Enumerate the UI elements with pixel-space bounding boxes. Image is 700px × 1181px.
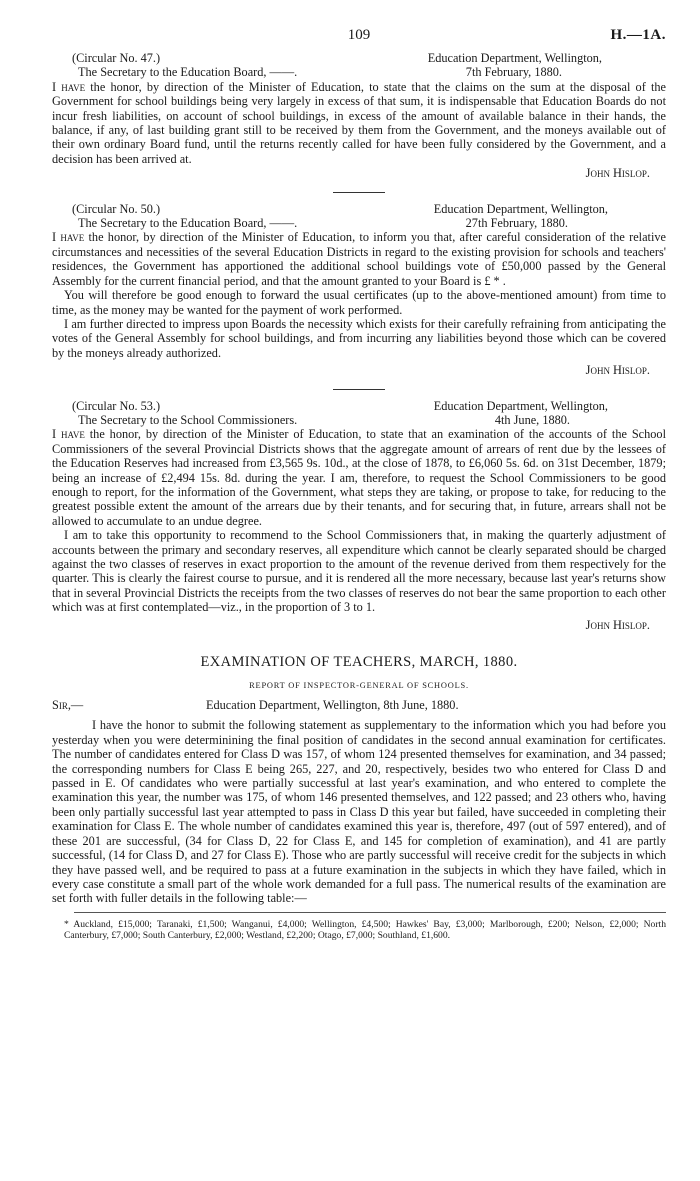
- page-number: 109: [347, 27, 371, 43]
- circular-number: (Circular No. 53.): [72, 398, 161, 413]
- circular-addressee: The Secretary to the Education Board, ——.: [78, 216, 298, 231]
- circular-addressee: The Secretary to the Education Board, ——.: [78, 65, 298, 80]
- circular-53: [52, 399, 666, 633]
- circular-paragraph: You will therefore be good enough to forward the usual certificates (up to the above-mentioned amount) from time to time, as the money may be wanted for the payment of work performed.: [52, 288, 666, 317]
- footnote-divider: [74, 912, 666, 913]
- signature: John Hislop.: [585, 363, 650, 378]
- body-text: the honor, by direction of the Minister of Education, to state that the claims on the sum at the disposal of the Government for school buildings being very largely in excess of that sum, it is indispensable that Education Boards do not incur fresh liabilities, on account of school buildings, in excess of the amount of available balance in their hands, the balance, if any, of last building grant still to be received by them from the Government, and the moneys available out of their own ordinary Board fund, until the returns recently called for have been fully considered by the Government, and a decision has been arrived at.: [52, 79, 666, 166]
- salutation: Sir,—: [52, 698, 84, 713]
- report-dateline: Education Department, Wellington, 8th June, 1880.: [206, 698, 459, 713]
- circular-from: Education Department, Wellington,: [427, 51, 602, 65]
- circular-date: 27th February, 1880.: [465, 216, 568, 231]
- page-header: [52, 0, 666, 44]
- circular-number: (Circular No. 50.): [72, 201, 161, 216]
- circular-from: Education Department, Wellington,: [433, 398, 608, 413]
- circular-from: Education Department, Wellington,: [433, 201, 608, 216]
- circular-number: (Circular No. 47.): [72, 51, 161, 65]
- lead-words: I have: [52, 427, 85, 442]
- body-text: the honor, by direction of the Minister of Education, to state that an examination of the accounts of the School Commissioners of the several Provincial Districts shows that the aggregate amount of arrears of rent due by the lessees of the Education Reserves had increased from £3,565 9s. 10d., at the close of 1878, to £6,060 5s. 6d. on 31st December, 1879; being an increase of £2,494 15s. 8d. during the year. I am, therefore, to request the School Commissioners to be good enough to report, for the information of the Government, what steps they are taking, or propose to take, for reducing to the greatest possible extent the amount of the arrears due by their tenants, and for securing that, in future, arrears shall not be allowed to accumulate to an undue degree.: [52, 427, 666, 528]
- section-title: EXAMINATION OF TEACHERS, MARCH, 1880.: [200, 654, 518, 671]
- lead-words: I have: [52, 230, 85, 245]
- circular-paragraph: I am further directed to impress upon Boards the necessity which exists for their carefully refraining from anticipating the votes of the General Assembly for school buildings, and from incurring any liabilities beyond those which can be covered by the moneys already authorized.: [52, 316, 666, 360]
- section-divider: [333, 389, 385, 390]
- footnote: * Auckland, £15,000; Taranaki, £1,500; Wanganui, £4,000; Wellington, £4,500; Hawkes' Bay, £3,000; Marlborough, £200; Nelson, £2,000; North Canterbury, £7,000; South Canterbury, £2,000; Westland, £2,200; Otago, £7,000; Southland, £1,600.: [64, 918, 666, 942]
- signature: John Hislop.: [585, 166, 650, 181]
- circular-date: 4th June, 1880.: [494, 412, 570, 427]
- circular-paragraph: I am to take this opportunity to recommend to the School Commissioners that, in making the quarterly adjustment of accounts between the primary and secondary reserves, all expenditure which cannot be clearly separated should be charged against the two classes of reserves in exact proportion to the amount of the revenue derived from them respectively for the quarter. This is clearly the fairest course to pursue, and it is rendered all the more necessary, because last year's returns show that in several Provincial Districts the receipts from the two classes of reserves do not bear the same proportion to each other which was at first contemplated—viz., in the proportion of 3 to 1.: [52, 528, 666, 615]
- section-divider: [333, 192, 385, 193]
- signature: John Hislop.: [585, 617, 650, 632]
- body-text: the honor, by direction of the Minister of Education, to inform you that, after careful consideration of the relative circumstances and necessities of the several Education Districts in regard to the existing provision for schools and teachers' residences, the Government has apportioned the additional school buildings vote of £50,000 passed by the General Assembly for the current financial period, and that the amount granted to your Board is £ * .: [52, 230, 666, 288]
- document-page: [52, 0, 666, 942]
- lead-words: I have: [52, 79, 86, 94]
- circular-date: 7th February, 1880.: [465, 65, 562, 80]
- circular-body: [52, 427, 666, 528]
- report-body: I have the honor to submit the following statement as supplementary to the information which you had before you yesterday when you were determinining the final position of candidates in the second annual examination for certificates. The number of candidates entered for Class D was 157, of whom 124 presented themselves for examination, and 34 passed; the corresponding numbers for Class E being 265, 227, and 20, respectively, besides two who entered for Class D and passed in E. Of candidates who were partially successful at last year's examination, and who entered to complete the examination this year, the number was 175, of whom 146 presented themselves, and 122 passed; and 23 others who, having been only partially successful last year attempted to pass in Class D this year but failed, have succeeded in completing their examination for Class E. The whole number of candidates examined this year is, therefore, 497 (out of 597 entered), and of these 201 are successful, (34 for Class D, 22 for Class E, and 145 for completion of examination), and 41 are partly successful, (14 for Class D, and 27 for Class E). Those who are partly successful will receive credit for the subjects in which they have passed well, and be required to pass at a future examination in the subjects in which they have failed, which in every case constitute a small part of the whole work demanded for a full pass. The numerical results of the examination are set forth with fuller details in the following table:—: [52, 718, 666, 906]
- examination-report: [52, 654, 666, 906]
- circular-body: [52, 80, 666, 166]
- circular-addressee: The Secretary to the School Commissioners.: [78, 412, 298, 427]
- circular-50: [52, 202, 666, 378]
- circular-47: [52, 51, 666, 181]
- section-subtitle: REPORT OF INSPECTOR-GENERAL OF SCHOOLS.: [249, 681, 469, 691]
- circular-body: [52, 230, 666, 288]
- parliamentary-reference: H.—1A.: [610, 27, 666, 43]
